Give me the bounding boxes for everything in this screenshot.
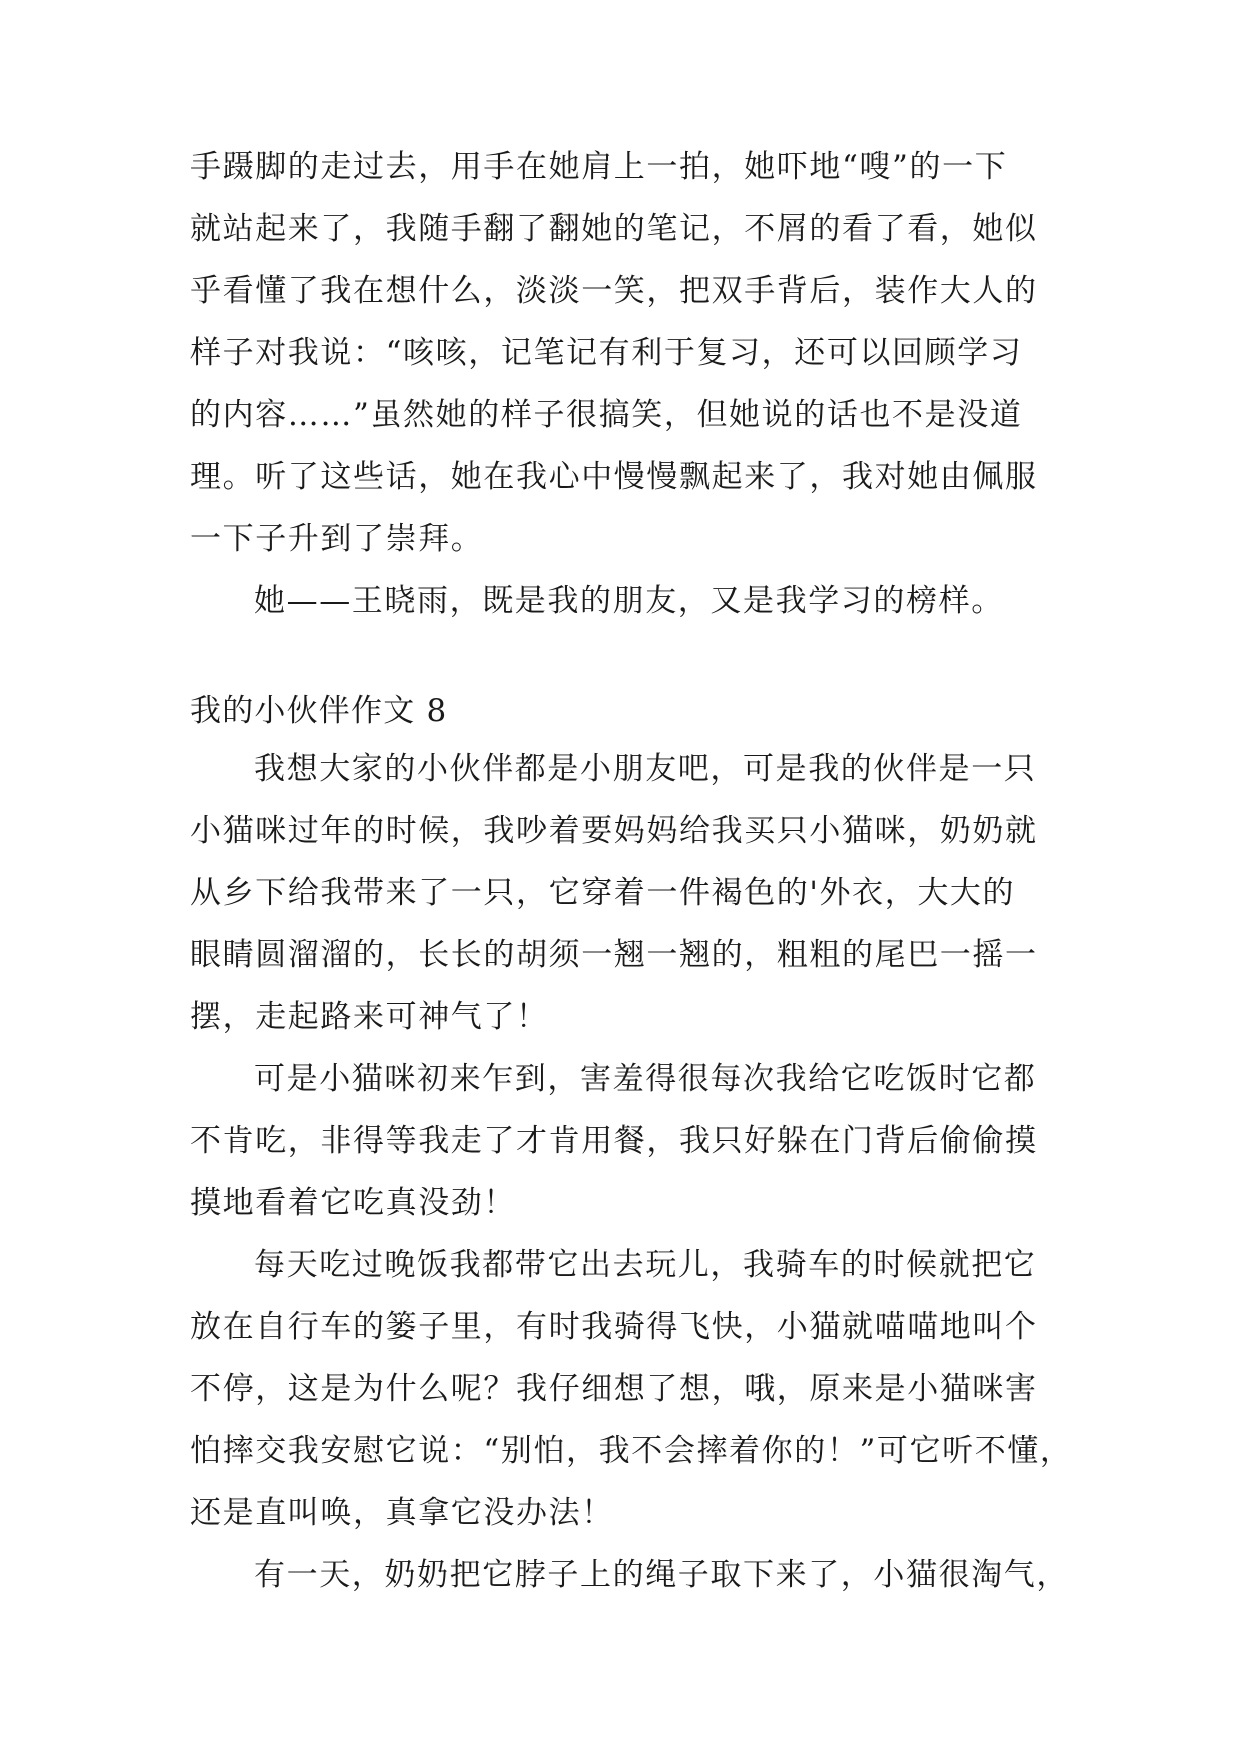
text-line: 不停，这是为什么呢？我仔细想了想，哦，原来是小猫咪害 — [190, 1371, 1038, 1407]
essay-paragraph-2 — [190, 1048, 1050, 1234]
text-line: 摸地看着它吃真没劲！ — [190, 1185, 516, 1221]
text-line: 摆，走起路来可神气了！ — [190, 999, 549, 1035]
text-line: 样子对我说：“咳咳，记笔记有利于复习，还可以回顾学习 — [190, 335, 1023, 371]
essay-title: 我的小伙伴作文 8 — [190, 693, 448, 729]
text-line: 她——王晓雨，既是我的朋友，又是我学习的榜样。 — [254, 583, 1004, 619]
text-line: 手蹑脚的走过去，用手在她肩上一拍，她吓地“嗖”的一下 — [190, 149, 1008, 185]
prev-essay-closing-paragraph — [190, 570, 1050, 632]
essay-title-block — [190, 680, 1050, 742]
essay-paragraph-1 — [190, 738, 1050, 1048]
text-line: 一下子升到了崇拜。 — [190, 521, 484, 557]
text-line: 不肯吃，非得等我走了才肯用餐，我只好躲在门背后偷偷摸 — [190, 1123, 1038, 1159]
text-line: 放在自行车的篓子里，有时我骑得飞快，小猫就喵喵地叫个 — [190, 1309, 1038, 1345]
text-line: 还是直叫唤，真拿它没办法！ — [190, 1495, 614, 1531]
text-line: 可是小猫咪初来乍到，害羞得很每次我给它吃饭时它都 — [254, 1061, 1037, 1097]
prev-essay-paragraph — [190, 136, 1050, 570]
text-line: 眼睛圆溜溜的，长长的胡须一翘一翘的，粗粗的尾巴一摇一 — [190, 937, 1038, 973]
text-line: 的内容……”虽然她的样子很搞笑，但她说的话也不是没道 — [190, 397, 1023, 433]
text-line: 就站起来了，我随手翻了翻她的笔记，不屑的看了看，她似 — [190, 211, 1038, 247]
text-line: 有一天，奶奶把它脖子上的绳子取下来了，小猫很淘气， — [254, 1557, 1069, 1593]
essay-paragraph-4 — [190, 1544, 1069, 1606]
text-line: 怕摔交我安慰它说：“别怕，我不会摔着你的！”可它听不懂， — [190, 1433, 1073, 1469]
essay-paragraph-3 — [190, 1234, 1073, 1544]
text-line: 我想大家的小伙伴都是小朋友吧，可是我的伙伴是一只 — [254, 751, 1037, 787]
text-line: 小猫咪过年的时候，我吵着要妈妈给我买只小猫咪，奶奶就 — [190, 813, 1038, 849]
text-line: 每天吃过晚饭我都带它出去玩儿，我骑车的时候就把它 — [254, 1247, 1037, 1283]
text-line: 从乡下给我带来了一只，它穿着一件褐色的'外衣，大大的 — [190, 875, 1016, 911]
text-line: 理。听了这些话，她在我心中慢慢飘起来了，我对她由佩服 — [190, 459, 1038, 495]
text-line: 乎看懂了我在想什么，淡淡一笑，把双手背后，装作大人的 — [190, 273, 1038, 309]
